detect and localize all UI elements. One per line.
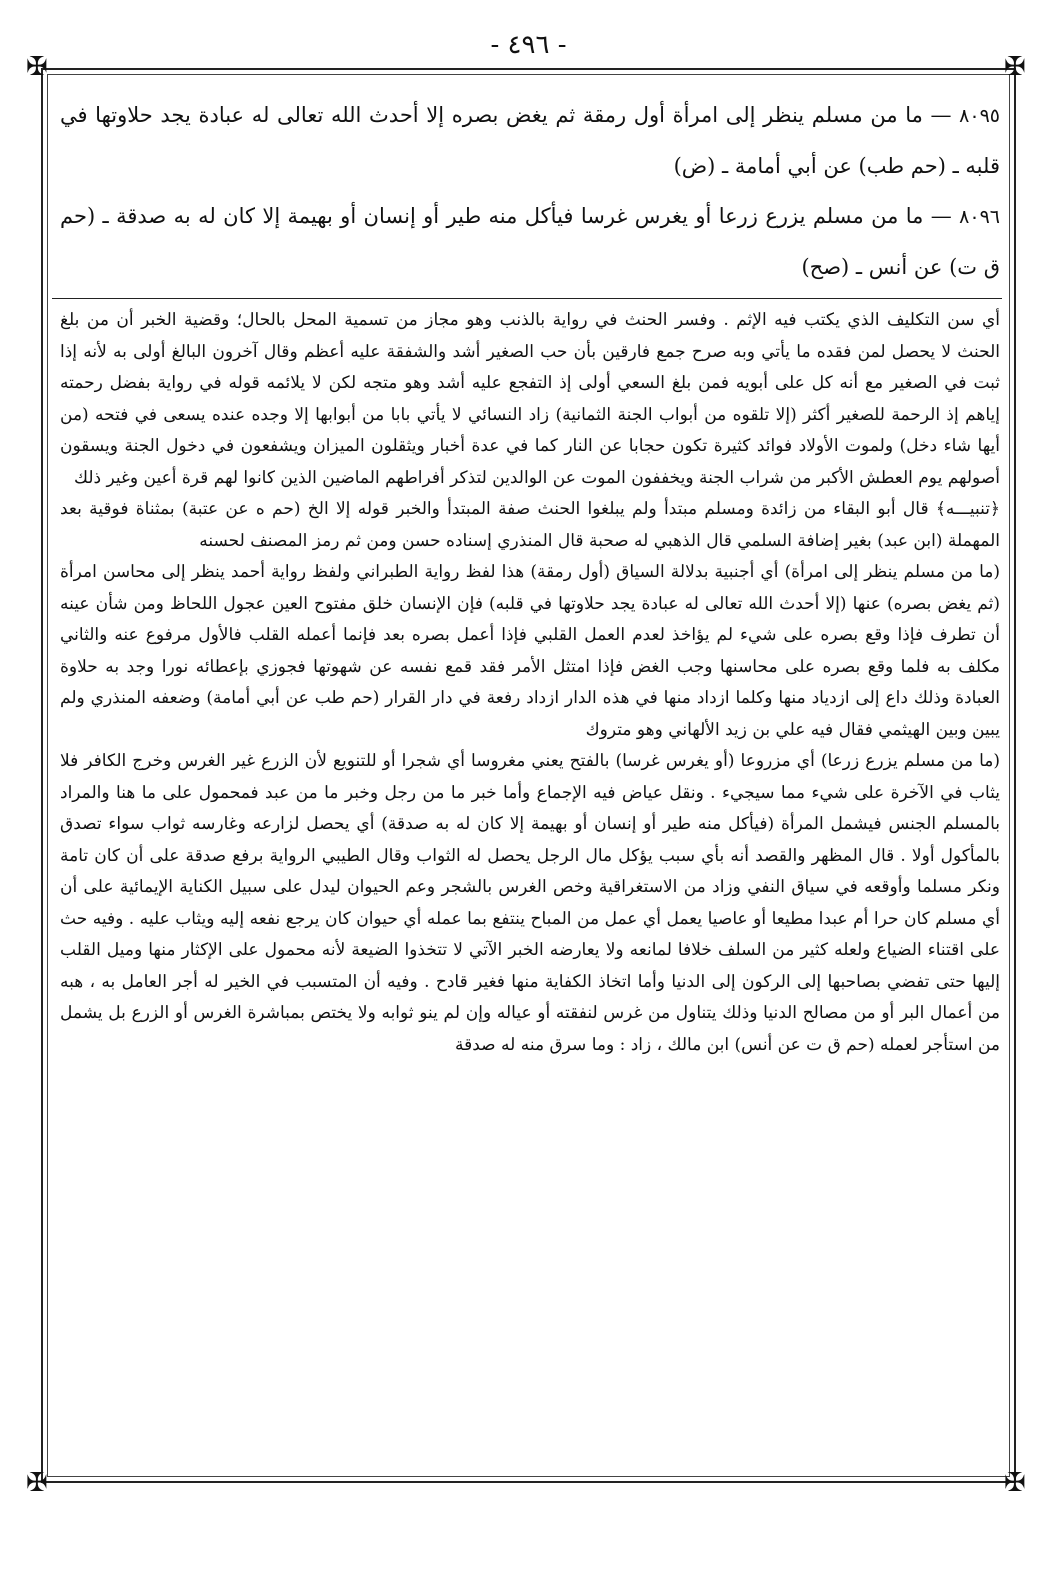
page-number: - ٤٩٦ - bbox=[490, 30, 567, 60]
commentary-paragraph: أي سن التكليف الذي يكتب فيه الإثم . وفسر الحنث في رواية بالذنب وهو مجاز من تسمية المحل بالحال؛ وقضية الخبر أن من بلغ الحنث لا يحصل لمن فقده ما يأتي وبه صرح جمع فارقين بأن حب الصغير أشد والشفقة عليه أعظم وقال آخرون البالغ أولى به لأنه إذا ثبت في الصغير مع أنه كل على أبويه فمن بلغ السعي أولى إذ التفجع عليه أشد وهو متجه لكن لا يلائمه قوله في رواية بفضل رحمته إياهم إذ الرحمة للصغير أكثر (إلا تلقوه من أبواب الجنة الثمانية) زاد النسائي لا يأتي بابا من أبوابها إلا وجده عنده يسعى في فتحه (من أيها شاء دخل) ولموت الأولاد فوائد كثيرة تكون حجابا عن النار كما في عدة أخبار ويثقلون الميزان ويشفعون في دخول الجنة ويسقون أصولهم يوم العطش الأكبر من شراب الجنة ويخففون الموت عن الوالدين لتذكر أفراطهم الماضين الذين كانوا لهم قرة أعين وغير ذلك bbox=[60, 310, 1000, 488]
hadith-number: ٨٠٩٥ bbox=[959, 105, 1000, 127]
corner-ornament-icon: ✠ bbox=[26, 52, 48, 82]
commentary-paragraph: (ما من مسلم ينظر إلى امرأة) أي أجنبية بدلالة السياق (أول رمقة) هذا لفظ رواية الطبراني ولفظ رواية أحمد ينظر إلى محاسن امرأة (ثم يغض بصره) عنها (إلا أحدث الله تعالى له عبادة يجد حلاوتها في قلبه) فإن الإنسان خلق مفتوح العين عجول اللحاظ ومن شأن عينه أن تطرف فإذا وقع بصره على شيء لم يؤاخذ لعدم العمل القلبي فإذا أعمل بصره بعد فإنما أعمله القلب فالأول مرفوع عنه والثاني مكلف به فلما وقع بصره على محاسنها وجب الغض فإذا امتثل الأمر فقد قمع نفسه عن شهوتها فجوزي بإعطائه نورا وجد به حلاوة العبادة وذلك داع إلى ازدياد منها وكلما ازداد منها في هذه الدار ازداد رفعة في دار القرار (حم طب عن أبي أمامة) وضعفه المنذري ولم يبين وبين الهيثمي فقال فيه علي بن زيد الألهاني وهو متروك bbox=[60, 562, 1000, 740]
corner-ornament-icon: ✠ bbox=[1004, 1468, 1026, 1498]
hadith-text: — ما من مسلم ينظر إلى امرأة أول رمقة ثم يغض بصره إلا أحدث الله تعالى له عبادة يجد حلاوتها في قلبه ـ (حم طب) عن أبي أمامة ـ (ض) bbox=[60, 103, 1000, 178]
corner-ornament-icon: ✠ bbox=[26, 1468, 48, 1498]
section-divider bbox=[52, 298, 1002, 299]
commentary-section bbox=[60, 305, 1000, 1061]
commentary-paragraph: (ما من مسلم يزرع زرعا) أي مزروعا (أو يغرس غرسا) بالفتح يعني مغروسا أي شجرا أو للتنويع لأن الزرع غير الغرس وخرج الكافر فلا يثاب في الآخرة على شيء مما سيجيء . ونقل عياض فيه الإجماع وأما خبر ما من رجل وخبر ما من عبد فمحمول على ما هنا والمراد بالمسلم الجنس فيشمل المرأة (فيأكل منه طير أو إنسان أو بهيمة إلا كان له به صدقة) أي يحصل لزارعه وغارسه ثواب سواء تصدق بالمأكول أولا . قال المظهر والقصد أنه بأي سبب يؤكل مال الرجل يحصل له الثواب وقال الطيبي الرواية برفع صدقة على أن كان تامة ونكر مسلما وأوقعه في سياق النفي وزاد من الاستغراقية وخص الغرس بالشجر وعم الحيوان ليدل على سبيل الكناية الإيمائية على أن أي مسلم كان حرا أم عبدا مطيعا أو عاصيا يعمل أي عمل من المباح ينتفع بما عمله أي حيوان كان يرجع نفعه إليه ويثاب عليه . وفيه حث على اقتناء الضياع ولعله كثير من السلف خلافا لمانعه ولا يعارضه الخبر الآتي لا تتخذوا الضيعة لأنه محمول على الإكثار منها وميل القلب إليها حتى تفضي بصاحبها إلى الركون إلى الدنيا وأما اتخاذ الكفاية منها فغير قادح . وفيه أن المتسبب في الخير له أجر العامل به ، هبه من أعمال البر أو من مصالح الدنيا وذلك يتناول من غرس لنفقته أو عياله وإن لم ينو ثوابه ولا يختص بمباشرة الغرس أو الزرع بل يشمل من استأجر لعمله (حم ق ت عن أنس) ابن مالك ، زاد : وما سرق منه له صدقة bbox=[60, 751, 1000, 1055]
corner-ornament-icon: ✠ bbox=[1004, 52, 1026, 82]
commentary-paragraph: ﴿تنبيـــه﴾ قال أبو البقاء من زائدة ومسلم مبتدأ ولم يبلغوا الحنث صفة المبتدأ والخبر قوله إلا الخ (حم ه عن عتبة) بمثناة فوقية بعد المهملة (ابن عبد) بغير إضافة السلمي قال الذهبي له صحبة قال المنذري إسناده حسن ومن ثم رمز المصنف لحسنه bbox=[60, 499, 1000, 551]
hadith-text: — ما من مسلم يزرع زرعا أو يغرس غرسا فيأكل منه طير أو إنسان أو بهيمة إلا كان له به صدقة ـ (حم ق ت) عن أنس ـ (صح) bbox=[60, 204, 1000, 279]
hadith-section bbox=[60, 90, 1000, 292]
hadith-8096 bbox=[60, 191, 1000, 292]
hadith-number: ٨٠٩٦ bbox=[959, 206, 1000, 228]
hadith-8095 bbox=[60, 90, 1000, 191]
